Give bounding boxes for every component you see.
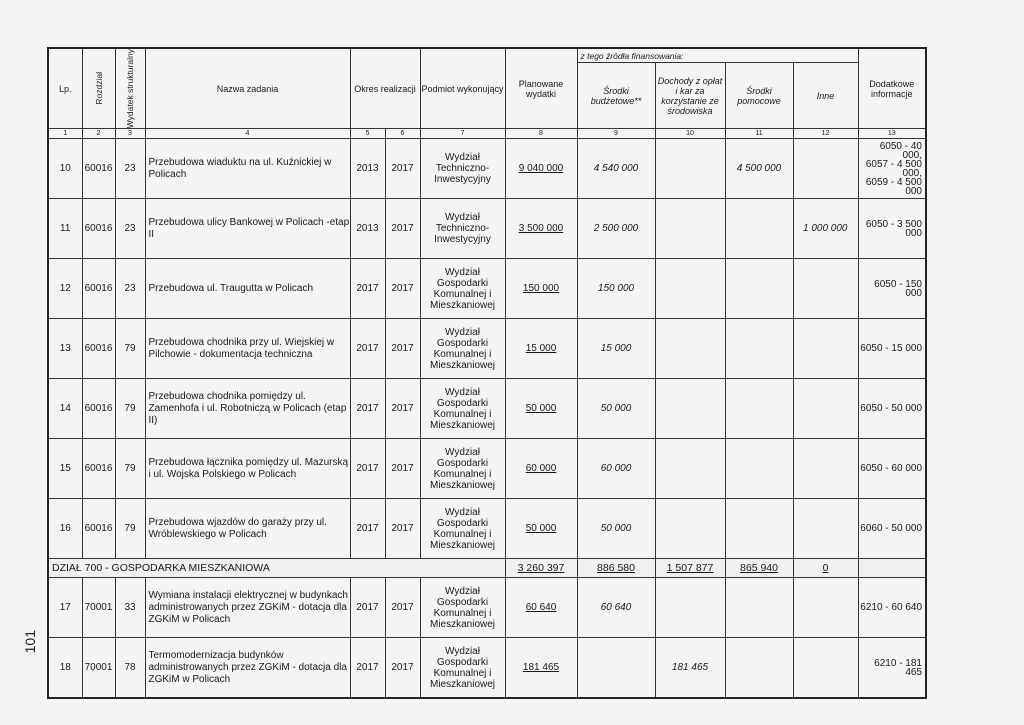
header-srodki-budzetowe: Środki budżetowe** — [577, 63, 655, 129]
row-lp: 17 — [48, 578, 82, 638]
row-rozdzial: 60016 — [82, 439, 115, 499]
row-planowane: 60 000 — [505, 439, 577, 499]
row-info: 6050 - 15 000 — [858, 319, 926, 379]
row-rozdzial: 60016 — [82, 319, 115, 379]
row-start-year: 2017 — [350, 638, 385, 699]
row-podmiot: Wydział Gospodarki Komunalnej i Mieszkaniowej — [420, 578, 505, 638]
row-budzet — [577, 638, 655, 699]
row-nazwa: Wymiana instalacji elektrycznej w budynkach administrowanych przez ZGKiM - dotacja dla ZGKiM w Policach — [145, 578, 350, 638]
row-rozdzial: 60016 — [82, 379, 115, 439]
row-dochody — [655, 379, 725, 439]
section-group — [48, 559, 926, 578]
row-budzet: 50 000 — [577, 379, 655, 439]
row-lp: 12 — [48, 259, 82, 319]
row-start-year: 2017 — [350, 439, 385, 499]
table-row — [48, 259, 926, 319]
row-start-year: 2017 — [350, 499, 385, 559]
row-planowane: 150 000 — [505, 259, 577, 319]
row-start-year: 2013 — [350, 139, 385, 199]
row-end-year: 2017 — [385, 499, 420, 559]
row-nazwa: Przebudowa wiaduktu na ul. Kuźnickiej w Policach — [145, 139, 350, 199]
row-info: 6050 - 40 000, 6057 - 4 500 000, 6059 - 4 500 000 — [858, 139, 926, 199]
row-wydatek: 79 — [115, 379, 145, 439]
row-inne — [793, 638, 858, 699]
row-podmiot: Wydział Gospodarki Komunalnej i Mieszkaniowej — [420, 638, 505, 699]
row-dochody — [655, 319, 725, 379]
section-empty — [858, 559, 926, 578]
header-okres: Okres realizacji — [350, 48, 420, 129]
row-rozdzial: 70001 — [82, 578, 115, 638]
row-info: 6050 - 3 500 000 — [858, 199, 926, 259]
table-row — [48, 319, 926, 379]
row-end-year: 2017 — [385, 139, 420, 199]
header-rozdzial-text: Rozdział — [93, 72, 104, 105]
investment-table — [47, 47, 927, 699]
row-end-year: 2017 — [385, 638, 420, 699]
row-podmiot: Wydział Gospodarki Komunalnej i Mieszkaniowej — [420, 319, 505, 379]
row-nazwa: Przebudowa wjazdów do garaży przy ul. Wróblewskiego w Policach — [145, 499, 350, 559]
header-dochody: Dochody z opłat i kar za korzystanie ze środowiska — [655, 63, 725, 129]
header-nazwa: Nazwa zadania — [145, 48, 350, 129]
row-planowane: 50 000 — [505, 379, 577, 439]
row-budzet: 50 000 — [577, 499, 655, 559]
row-wydatek: 79 — [115, 319, 145, 379]
row-info: 6060 - 50 000 — [858, 499, 926, 559]
col-num: 9 — [577, 129, 655, 139]
section-inne: 0 — [793, 559, 858, 578]
row-budzet: 15 000 — [577, 319, 655, 379]
rows-group-b — [48, 578, 926, 699]
section-row — [48, 559, 926, 578]
col-num: 3 — [115, 129, 145, 139]
row-lp: 10 — [48, 139, 82, 199]
section-budzet: 886 580 — [577, 559, 655, 578]
header-zrodla: z tego źródła finansowania: — [577, 48, 858, 63]
row-inne — [793, 259, 858, 319]
row-inne — [793, 379, 858, 439]
table-row — [48, 638, 926, 699]
table-row — [48, 379, 926, 439]
row-dochody: 181 465 — [655, 638, 725, 699]
row-info: 6210 - 181 465 — [858, 638, 926, 699]
row-info: 6050 - 150 000 — [858, 259, 926, 319]
col-num: 10 — [655, 129, 725, 139]
row-wydatek: 23 — [115, 139, 145, 199]
row-nazwa: Przebudowa chodnika przy ul. Wiejskiej w Pilchowie - dokumentacja techniczna — [145, 319, 350, 379]
row-rozdzial: 60016 — [82, 139, 115, 199]
row-end-year: 2017 — [385, 578, 420, 638]
row-planowane: 50 000 — [505, 499, 577, 559]
row-rozdzial: 70001 — [82, 638, 115, 699]
row-inne — [793, 139, 858, 199]
row-pomocowe — [725, 638, 793, 699]
row-rozdzial: 60016 — [82, 199, 115, 259]
header-dodatkowe: Dodatkowe informacje — [858, 48, 926, 129]
row-end-year: 2017 — [385, 319, 420, 379]
row-dochody — [655, 139, 725, 199]
col-num: 11 — [725, 129, 793, 139]
row-start-year: 2017 — [350, 578, 385, 638]
row-podmiot: Wydział Techniczno-Inwestycyjny — [420, 139, 505, 199]
col-num: 1 — [48, 129, 82, 139]
row-podmiot: Wydział Gospodarki Komunalnej i Mieszkaniowej — [420, 259, 505, 319]
row-start-year: 2017 — [350, 259, 385, 319]
col-num: 2 — [82, 129, 115, 139]
row-budzet: 2 500 000 — [577, 199, 655, 259]
column-numbers-row — [48, 129, 926, 139]
row-wydatek: 79 — [115, 499, 145, 559]
header-srodki-pomocowe: Środki pomocowe — [725, 63, 793, 129]
row-pomocowe — [725, 199, 793, 259]
col-num: 5 — [350, 129, 385, 139]
row-pomocowe — [725, 379, 793, 439]
row-planowane: 9 040 000 — [505, 139, 577, 199]
row-inne — [793, 499, 858, 559]
row-planowane: 60 640 — [505, 578, 577, 638]
table-row — [48, 199, 926, 259]
row-inne — [793, 578, 858, 638]
rows-group-a — [48, 139, 926, 559]
row-lp: 11 — [48, 199, 82, 259]
row-wydatek: 33 — [115, 578, 145, 638]
col-num: 8 — [505, 129, 577, 139]
col-num: 6 — [385, 129, 420, 139]
col-num: 13 — [858, 129, 926, 139]
row-end-year: 2017 — [385, 259, 420, 319]
page-number: 101 — [22, 630, 38, 654]
row-inne — [793, 319, 858, 379]
row-pomocowe — [725, 319, 793, 379]
row-dochody — [655, 259, 725, 319]
header-rozdzial — [82, 48, 115, 129]
row-info: 6050 - 50 000 — [858, 379, 926, 439]
row-lp: 13 — [48, 319, 82, 379]
header-lp: Lp. — [48, 48, 82, 129]
row-info: 6050 - 60 000 — [858, 439, 926, 499]
row-podmiot: Wydział Gospodarki Komunalnej i Mieszkaniowej — [420, 379, 505, 439]
row-planowane: 3 500 000 — [505, 199, 577, 259]
row-dochody — [655, 499, 725, 559]
row-inne — [793, 439, 858, 499]
row-pomocowe — [725, 259, 793, 319]
row-inne: 1 000 000 — [793, 199, 858, 259]
row-dochody — [655, 578, 725, 638]
row-pomocowe: 4 500 000 — [725, 139, 793, 199]
section-dochody: 1 507 877 — [655, 559, 725, 578]
row-dochody — [655, 199, 725, 259]
row-lp: 14 — [48, 379, 82, 439]
row-budzet: 60 000 — [577, 439, 655, 499]
row-end-year: 2017 — [385, 379, 420, 439]
section-title: DZIAŁ 700 - GOSPODARKA MIESZKANIOWA — [48, 559, 505, 578]
col-num: 4 — [145, 129, 350, 139]
row-podmiot: Wydział Techniczno-Inwestycyjny — [420, 199, 505, 259]
table-row — [48, 139, 926, 199]
row-budzet: 4 540 000 — [577, 139, 655, 199]
row-nazwa: Przebudowa ul. Traugutta w Policach — [145, 259, 350, 319]
row-rozdzial: 60016 — [82, 499, 115, 559]
row-rozdzial: 60016 — [82, 259, 115, 319]
row-end-year: 2017 — [385, 199, 420, 259]
header-wydatek-text: Wydatek strukturalny — [125, 49, 135, 129]
row-pomocowe — [725, 499, 793, 559]
row-dochody — [655, 439, 725, 499]
row-wydatek: 78 — [115, 638, 145, 699]
row-wydatek: 79 — [115, 439, 145, 499]
table-header — [48, 48, 926, 139]
row-start-year: 2013 — [350, 199, 385, 259]
row-budzet: 60 640 — [577, 578, 655, 638]
row-start-year: 2017 — [350, 379, 385, 439]
row-end-year: 2017 — [385, 439, 420, 499]
row-pomocowe — [725, 439, 793, 499]
row-planowane: 15 000 — [505, 319, 577, 379]
row-lp: 18 — [48, 638, 82, 699]
header-planowane: Planowane wydatki — [505, 48, 577, 129]
header-wydatek — [115, 48, 145, 129]
row-start-year: 2017 — [350, 319, 385, 379]
header-inne: Inne — [793, 63, 858, 129]
section-pomocowe: 865 940 — [725, 559, 793, 578]
row-nazwa: Termomodernizacja budynków administrowanych przez ZGKiM - dotacja dla ZGKiM w Policach — [145, 638, 350, 699]
row-lp: 16 — [48, 499, 82, 559]
table-row — [48, 499, 926, 559]
row-nazwa: Przebudowa łącznika pomiędzy ul. Mazurską i ul. Wojska Polskiego w Policach — [145, 439, 350, 499]
row-planowane: 181 465 — [505, 638, 577, 699]
row-wydatek: 23 — [115, 199, 145, 259]
table-row — [48, 578, 926, 638]
row-lp: 15 — [48, 439, 82, 499]
col-num: 12 — [793, 129, 858, 139]
row-podmiot: Wydział Gospodarki Komunalnej i Mieszkaniowej — [420, 499, 505, 559]
section-planowane: 3 260 397 — [505, 559, 577, 578]
table-row — [48, 439, 926, 499]
header-podmiot: Podmiot wykonujący — [420, 48, 505, 129]
row-wydatek: 23 — [115, 259, 145, 319]
row-budzet: 150 000 — [577, 259, 655, 319]
col-num: 7 — [420, 129, 505, 139]
row-info: 6210 - 60 640 — [858, 578, 926, 638]
row-nazwa: Przebudowa chodnika pomiędzy ul. Zamenhofa i ul. Robotniczą w Policach (etap II) — [145, 379, 350, 439]
row-podmiot: Wydział Gospodarki Komunalnej i Mieszkaniowej — [420, 439, 505, 499]
row-nazwa: Przebudowa ulicy Bankowej w Policach -etap II — [145, 199, 350, 259]
row-pomocowe — [725, 578, 793, 638]
